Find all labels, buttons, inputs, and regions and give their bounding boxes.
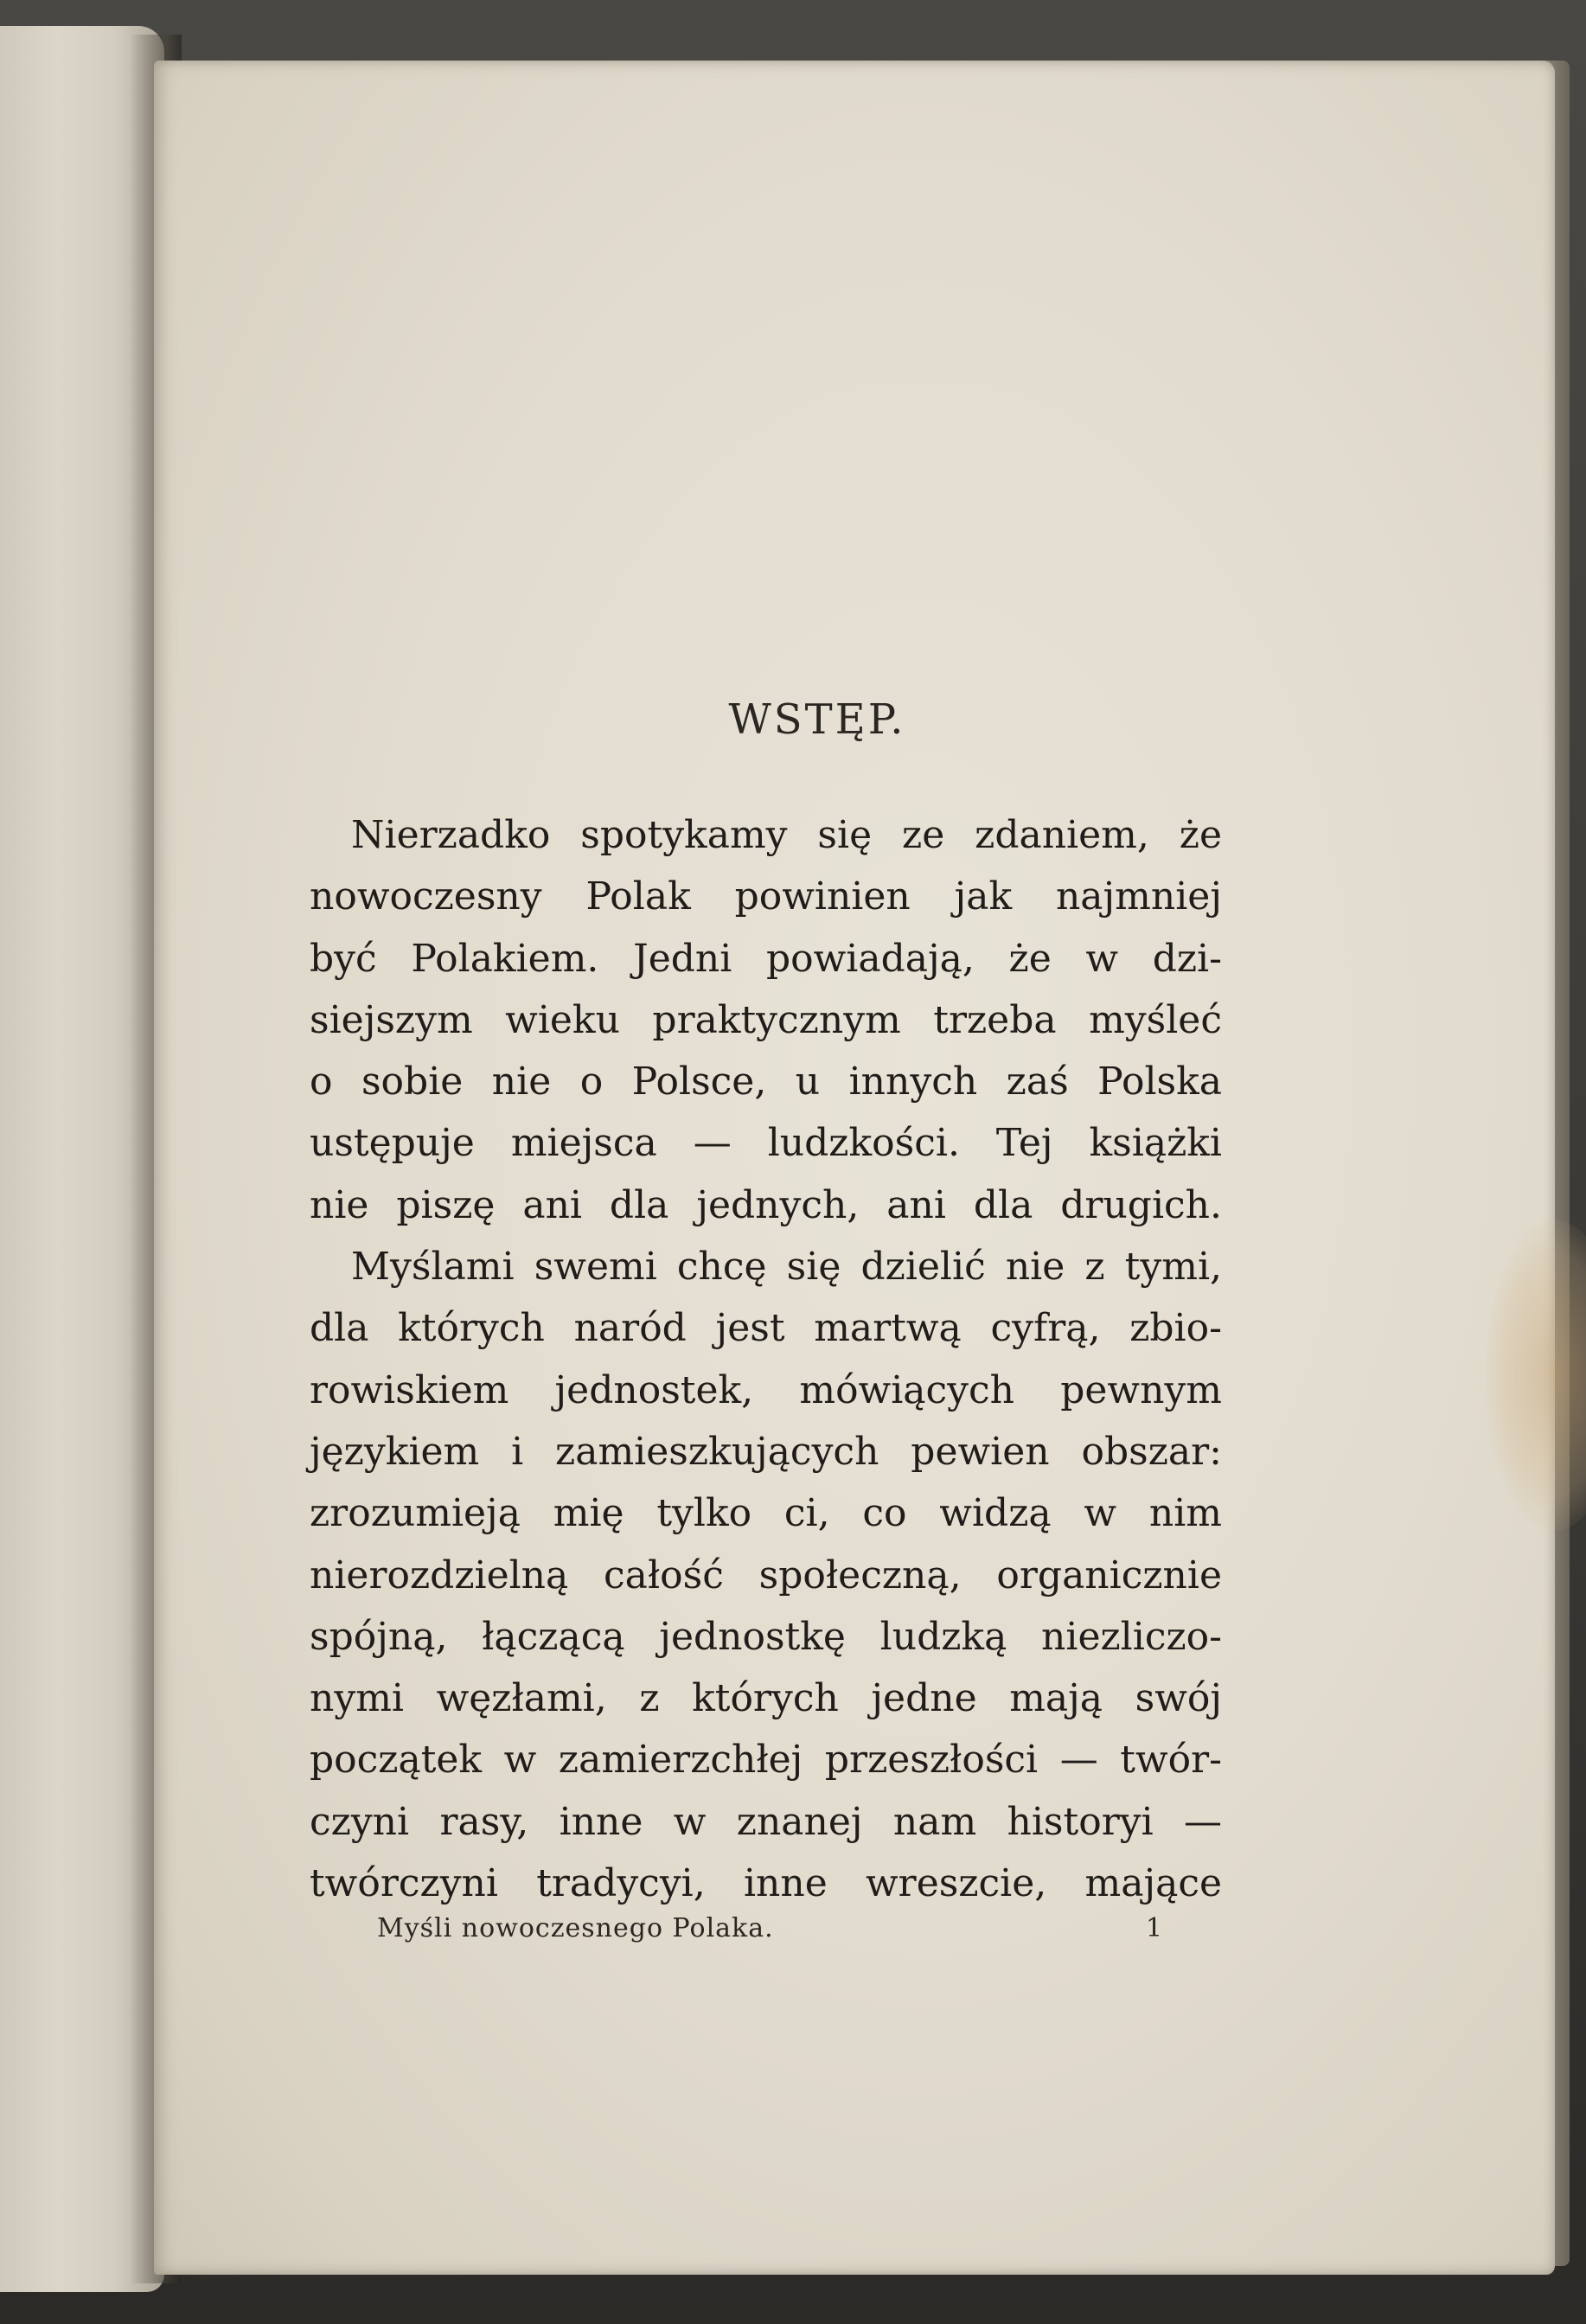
- text-line: Nierzadko spotykamy się ze zdaniem, że: [351, 813, 1222, 857]
- text-line: nie piszę ani dla jednych, ani dla drugich.: [310, 1182, 1222, 1227]
- text-line: spójną, łączącą jednostkę ludzką niezliczo-: [310, 1614, 1222, 1659]
- body-text: [310, 804, 1222, 1914]
- text-line: dla których naród jest martwą cyfrą, zbio-: [310, 1306, 1222, 1351]
- footer-signature-mark: 1: [1146, 1913, 1163, 1943]
- text-line: o sobie nie o Polsce, u innych zaś Polska: [310, 1060, 1222, 1104]
- paper-stain: [1486, 1220, 1586, 1531]
- text-line: czyni rasy, inne w znanej nam historyi —: [310, 1799, 1222, 1844]
- text-line: nowoczesny Polak powinien jak najmniej: [310, 874, 1222, 919]
- text-line: początek w zamierzchłej przeszłości — twór-: [310, 1738, 1222, 1783]
- text-line: twórczyni tradycyi, inne wreszcie, mające: [310, 1861, 1222, 1906]
- text-line: językiem i zamieszkujących pewien obszar:: [310, 1429, 1222, 1474]
- text-line: ustępuje miejsca — ludzkości. Tej książki: [310, 1121, 1222, 1166]
- chapter-title: WSTĘP.: [728, 695, 906, 744]
- text-line: nymi węzłami, z których jedne mają swój: [310, 1676, 1222, 1721]
- footer-book-title: Myśli nowoczesnego Polaka.: [377, 1913, 774, 1943]
- text-line: rowiskiem jednostek, mówiących pewnym: [310, 1367, 1222, 1412]
- text-line: siejszym wieku praktycznym trzeba myśleć: [310, 997, 1222, 1042]
- text-line: nierozdzielną całość społeczną, organicznie: [310, 1553, 1222, 1597]
- text-line: Myślami swemi chcę się dzielić nie z tymi,: [351, 1245, 1222, 1290]
- text-line: być Polakiem. Jedni powiadają, że w dzi-: [310, 936, 1222, 981]
- text-line: zrozumieją mię tylko ci, co widzą w nim: [310, 1491, 1222, 1536]
